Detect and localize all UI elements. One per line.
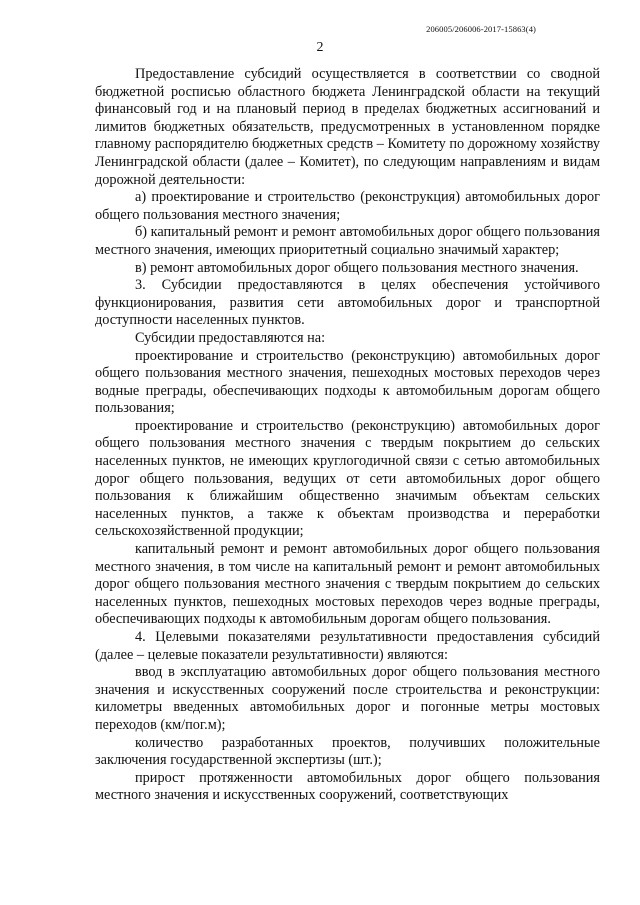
paragraph: прирост протяженности автомобильных дорог общего пользования местного значения и искусственных сооружений, соответствующих [95, 769, 600, 804]
paragraph: проектирование и строительство (реконструкцию) автомобильных дорог общего пользования местного значения, пешеходных мостовых переходов через водные преграды, обеспечивающих подходы к автомобильным дорогам общего пользования; [95, 347, 600, 417]
paragraph: Субсидии предоставляются на: [135, 329, 326, 346]
paragraph: Предоставление субсидий осуществляется в соответствии со сводной бюджетной росписью областного бюджета Ленинградской области на текущий финансовый год и на плановый период в пределах бюджетных ассигнований и лимитов бюджетных обязательств, предусмотренных в установленном порядке главному распорядителю бюджетных средств – Комитету по дорожному хозяйству Ленинградской области (далее – Комитет), по следующим направлениям и видам дорожной деятельности: [95, 66, 600, 188]
page-number: 2 [316, 40, 324, 55]
paragraph: б) капитальный ремонт и ремонт автомобильных дорог общего пользования местного значения, имеющих приоритетный социально значимый характер; [95, 224, 600, 258]
paragraph: 3. Субсидии предоставляются в целях обеспечения устойчивого функционирования, развития сети автомобильных дорог и транспортной доступности населенных пунктов. [95, 277, 600, 329]
document-id: 206005/206006-2017-15863(4) [426, 24, 536, 34]
paragraph: в) ремонт автомобильных дорог общего пользования местного значения. [135, 259, 579, 276]
paragraph: ввод в эксплуатацию автомобильных дорог общего пользования местного значения и искусственных сооружений после строительства и реконструкции: километры введенных автомобильных дорог и погонные метры мостовых переходов (км/пог.м); [95, 664, 600, 733]
paragraph: а) проектирование и строительство (реконструкция) автомобильных дорог общего пользования местного значения; [95, 189, 600, 223]
paragraph: количество разработанных проектов, получивших положительные заключения государственной экспертизы (шт.); [95, 734, 600, 769]
paragraph: 4. Целевыми показателями результативности предоставления субсидий (далее – целевые показатели результативности) являются: [95, 629, 600, 663]
document-body [95, 66, 600, 805]
paragraph: проектирование и строительство (реконструкцию) автомобильных дорог общего пользования местного значения с твердым покрытием до сельских населенных пунктов, не имеющих круглогодичной связи с сетью автомобильных дорог общего пользования, ведущих от сети автомобильных дорог общего пользования к ближайшим общественно значимым объектам сельских населенных пунктов, а также к объектам производства и переработки сельскохозяйственной продукции; [95, 417, 600, 540]
paragraph: капитальный ремонт и ремонт автомобильных дорог общего пользования местного значения, в том числе на капитальный ремонт и ремонт автомобильных дорог общего пользования местного значения с твердым покрытием до сельских населенных пунктов, пешеходных мостовых переходов через водные преграды, обеспечивающих подходы к автомобильным дорогам общего пользования. [95, 541, 600, 628]
